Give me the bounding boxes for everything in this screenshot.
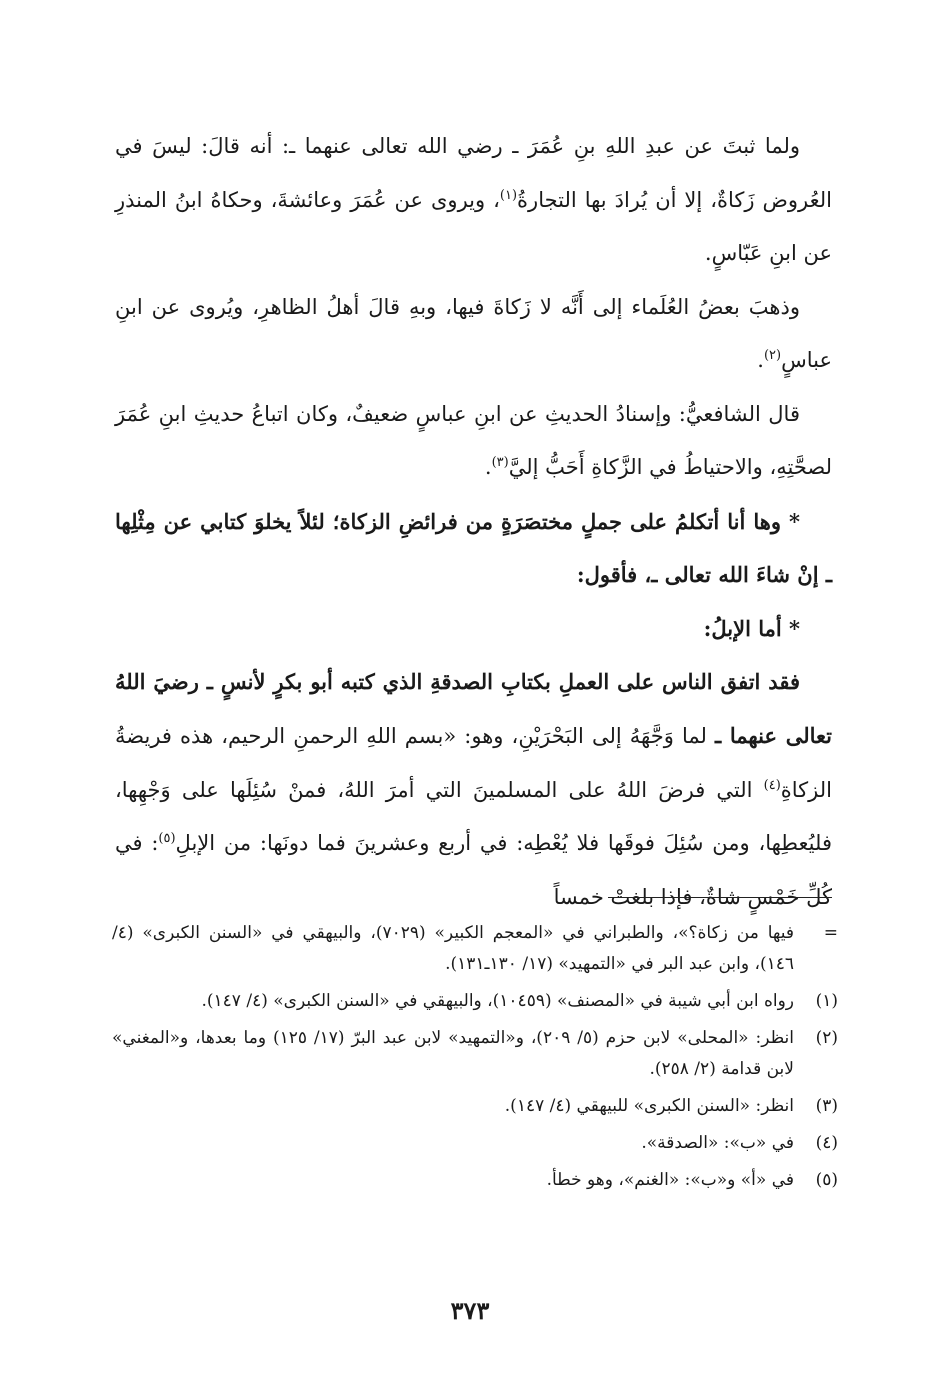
footnote-2 <box>112 1023 838 1085</box>
footnote-continued <box>112 918 838 980</box>
footnote-ref-3[interactable]: (٣) <box>491 455 509 470</box>
paragraph-3-tail: . <box>484 455 492 479</box>
footnote-text: انظر: «السنن الكبرى» للبيهقي (٤/ ١٤٧). <box>504 1096 794 1116</box>
footnote-3 <box>112 1091 838 1122</box>
footnote-ref-1[interactable]: (١) <box>499 187 518 203</box>
paragraph-2 <box>115 281 832 388</box>
paragraph-4: * وها أنا أتكلمُ على جملٍ مختصَرَةٍ من فرائضِ الزكاة؛ لئلاً يخلوَ كتابي عن مِثْلِها ـ إنْ شاءَ الله تعالى ـ، فأقول: <box>115 508 832 587</box>
paragraph-2-tail: . <box>757 348 764 372</box>
footnote-number: (٤) <box>815 1133 838 1153</box>
footnote-text: فيها من زكاة؟»، والطبراني في «المعجم الكبير» (٧٠٢٩)، والبيهقي في «السنن الكبرى» (٤/ ١٤٦)، وابن عبد البر في «التمهيد» (١٧/ ١٣٠ـ١٣١). <box>112 923 794 974</box>
footnote-number: (١) <box>815 991 838 1011</box>
footnote-text: رواه ابن أبي شيبة في «المصنف» (١٠٤٥٩)، والبيهقي في «السنن الكبرى» (٤/ ١٤٧). <box>201 991 794 1011</box>
footnote-5 <box>112 1165 838 1196</box>
main-text <box>115 120 832 924</box>
paragraph-1 <box>115 120 832 281</box>
footnote-number: (٥) <box>815 1170 838 1190</box>
footnotes <box>112 918 838 1202</box>
footnote-text: انظر: «المحلى» لابن حزم (٥/ ٢٠٩)، و«التمهيد» لابن عبد البرّ (١٧/ ١٢٥) وما بعدها، و«المغني» لابن قدامة (٢/ ٢٥٨). <box>112 1028 794 1079</box>
paragraph-5-bold: فقد اتفق الناس على العملِ بكتابِ الصدقةِ الذي كتبه أبو بكرٍ لأنسٍ ـ رضيَ اللهُ تعالى عنهما ـ <box>115 668 832 748</box>
paragraph-5-text: لما وَجَّهَهُ إلى البَحْرَيْنِ، وهو: «بسم اللهِ الرحمنِ الرحيم، هذه فريضةُ الزكاةِ <box>115 724 832 802</box>
footnote-number: = <box>823 923 838 943</box>
footnote-4 <box>112 1128 838 1159</box>
footnote-text: في «أ» و«ب»: «الغنم»، وهو خطأ. <box>546 1170 794 1190</box>
paragraph-5 <box>115 655 832 925</box>
footnote-number: (٣) <box>815 1096 838 1116</box>
footnote-ref-2[interactable]: (٢) <box>763 348 782 363</box>
footnote-number: (٢) <box>815 1028 838 1048</box>
footnote-1 <box>112 986 838 1017</box>
footnote-divider <box>608 897 832 898</box>
paragraph-1-tail: ، ويروى عن عُمَرَ وعائشةَ، وحكاهُ ابنُ المنذرِ عن ابنِ عَبّاسٍ. <box>115 187 832 265</box>
paragraph-1-text: ولما ثبتَ عن عبدِ اللهِ بنِ عُمَرَ ـ رضي الله تعالى عنهما ـ: أنه قالَ: ليسَ في العُروض زَكاةٌ، إلا أن يُرادَ بها التجارةُ <box>115 134 832 212</box>
paragraph-3-text: قال الشافعيُّ: وإسنادُ الحديثِ عن ابنِ عباسٍ ضعيفٌ، وكان اتباعُ حديثِ ابنِ عُمَرَ لصحَّتِهِ، والاحتياطُ في الزَّكاةِ أَحَبُّ إليَّ <box>115 401 832 479</box>
page-number: ٣٧٣ <box>450 1296 490 1325</box>
section-heading-camels: * أما الإبلُ: <box>703 615 800 641</box>
paragraph-5-tail: : في كُلِّ خَمْسٍ شاةٌ، فإذا بلغتْ خمساً <box>115 831 832 909</box>
footnote-ref-4[interactable]: (٤) <box>763 777 781 793</box>
paragraph-5-mid: التي فرضَ اللهُ على المسلمينَ التي أمرَ اللهُ، فمنْ سُئِلَها على وَجْهِها، فليُعطِها، ومن سُئِلَ فوقَها فلا يُعْطِه: في أربع وعشرينَ فما دونَها: من الإبلِ <box>115 777 832 855</box>
paragraph-3 <box>115 388 832 495</box>
footnote-text: في «ب»: «الصدقة». <box>641 1133 794 1153</box>
paragraph-2-text: وذهبَ بعضُ العُلَماء إلى أَنَّه لا زَكاةَ فيها، وبهِ قالَ أهلُ الظاهرِ، ويُروى عن ابنِ عباسٍ <box>115 294 832 372</box>
footnote-ref-5[interactable]: (٥) <box>158 831 176 846</box>
